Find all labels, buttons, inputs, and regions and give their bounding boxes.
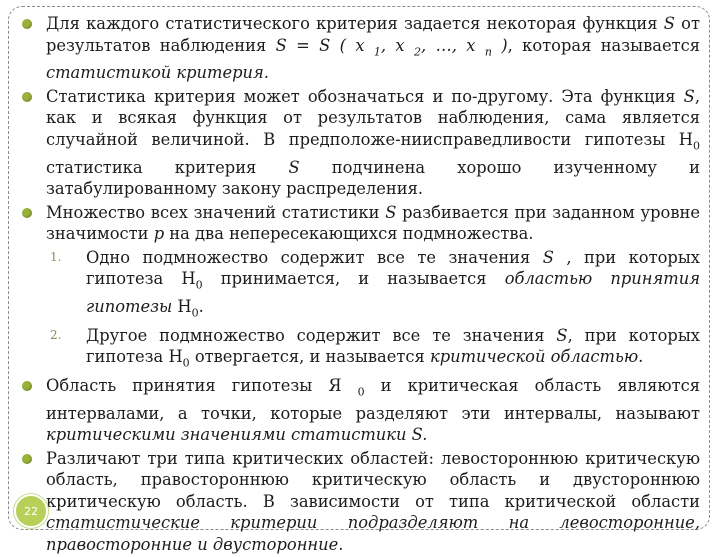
text: подчинена хорошо изученному и затабулированному закону распределения. — [46, 157, 701, 198]
formula: ) — [491, 35, 508, 55]
text: принимается, и называется — [202, 269, 505, 288]
italic-term: статистические критерии подразделяют на левосторонние, правосторонние и двусторонние — [46, 513, 700, 554]
text: статистика критерия — [46, 157, 289, 177]
subscript: 0 — [693, 139, 700, 152]
symbol-s: S — [385, 202, 397, 222]
text: Область принятия гипотезы Я — [46, 375, 358, 395]
text: Для каждого статистического критерия задается некоторая функция — [46, 14, 664, 33]
formula: S = S ( x — [275, 35, 374, 55]
bullet-icon — [22, 381, 32, 391]
text: на два непересекающихся подмножества. — [164, 224, 534, 243]
text: Одно подмножество содержит все те значения — [86, 247, 543, 267]
numbered-item-1 — [20, 247, 700, 324]
subscript: 2 — [413, 44, 421, 58]
text: , при которых гипотеза H — [86, 247, 700, 288]
text: от результатов наблюдения — [46, 14, 700, 55]
bullet-item-2 — [20, 86, 700, 200]
text: H — [172, 296, 192, 316]
text: Множество всех значений статистики — [46, 202, 386, 222]
numbered-item-2 — [20, 325, 700, 374]
subscript: 0 — [182, 356, 190, 370]
subscript: 0 — [357, 385, 365, 398]
symbol-s: S — [542, 247, 554, 267]
bullet-icon — [22, 19, 32, 29]
bullet-item-3 — [20, 202, 700, 245]
subscript: 0 — [191, 306, 199, 319]
italic-term: критическими значениями статистики S. — [46, 425, 428, 444]
italic-term: критической областью. — [429, 347, 644, 366]
bullet-icon — [22, 454, 32, 464]
bullet-icon — [22, 208, 32, 218]
formula: , …, x — [420, 35, 485, 55]
text: . — [338, 534, 344, 554]
text: . — [198, 296, 204, 316]
text: , при которых гипотеза H — [86, 325, 700, 366]
bullet-item-5 — [20, 448, 700, 556]
formula: , x — [380, 35, 414, 55]
bullet-icon — [22, 92, 32, 102]
bullet-item-1 — [20, 13, 700, 84]
symbol-s: S — [556, 325, 568, 345]
symbol-s: S — [288, 157, 300, 177]
item-number: 2. — [50, 327, 62, 342]
text: , которая называется — [507, 35, 701, 55]
subscript: n — [484, 44, 492, 58]
subscript: 0 — [195, 278, 203, 292]
italic-term: областью принятия гипотезы — [86, 269, 701, 316]
text: Статистика критерия может обозначаться и по-другому. Эта функция — [46, 86, 684, 106]
text: разбивается при заданном уровне значимости — [46, 202, 701, 243]
symbol-s: S — [663, 14, 675, 33]
italic-term: статистикой критерия. — [46, 63, 269, 83]
symbol-p: p — [153, 224, 165, 243]
text: и критическая область являются интервалами, а точки, которые разделяют эти интервалы, называют — [46, 375, 700, 423]
subscript: 1 — [373, 44, 381, 58]
bullet-item-4 — [20, 375, 700, 446]
text: отвергается, и называется — [189, 347, 430, 366]
page-number-badge: 22 — [14, 494, 48, 528]
item-number: 1. — [50, 249, 62, 264]
text: Другое подмножество содержит все те значения — [86, 325, 557, 345]
symbol-s: S — [683, 86, 695, 106]
text: Различают три типа критических областей: левостороннюю критическую область, правостороннюю критическую область и двустороннюю критическую область. В зависимости от типа критической области — [46, 448, 700, 511]
slide-content — [20, 13, 700, 557]
text: , как и всякая функция от результатов наблюдения, сама является случайной величиной. В предположе-ниисправедливости гипотезы H — [46, 86, 700, 149]
